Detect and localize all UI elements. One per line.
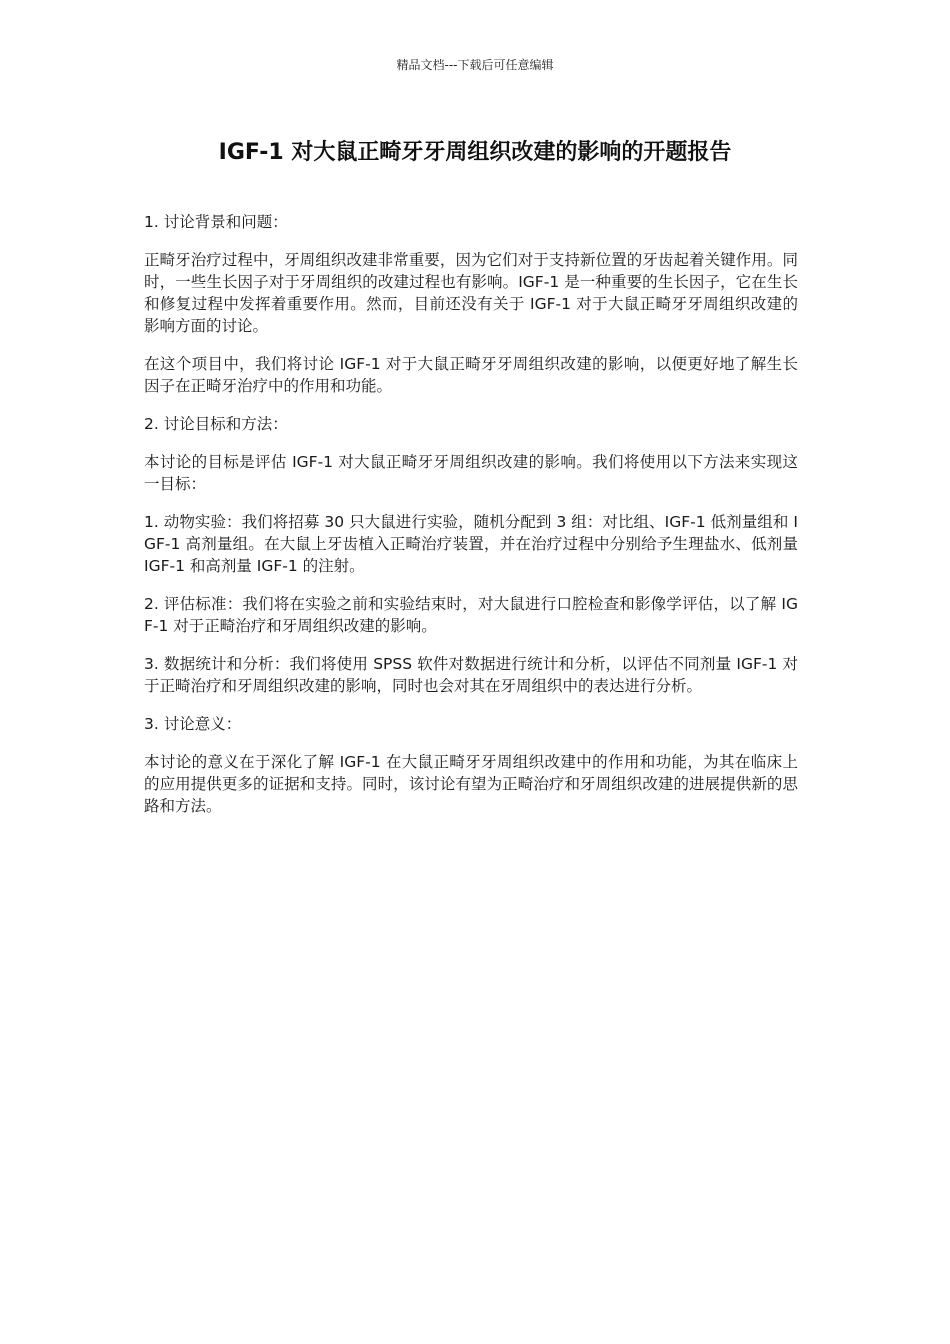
paragraph-goals: 本讨论的目标是评估 IGF-1 对大鼠正畸牙牙周组织改建的影响。我们将使用以下方法来实现这一目标： <box>144 453 798 493</box>
paragraph-method-animal: 1. 动物实验：我们将招募 30 只大鼠进行实验，随机分配到 3 组：对比组、IGF-1 低剂量组和 IGF-1 高剂量组。在大鼠上牙齿植入正畸治疗装置，并在治疗过程中分别给予生理盐水、低剂量 IGF-1 和高剂量 IGF-1 的注射。 <box>144 513 798 575</box>
header-note: 精品文档---下载后可任意编辑 <box>396 58 554 72</box>
paragraph-background: 正畸牙治疗过程中，牙周组织改建非常重要，因为它们对于支持新位置的牙齿起着关键作用。同时，一些生长因子对于牙周组织的改建过程也有影响。IGF-1 是一种重要的生长因子，它在生长和修复过程中发挥着重要作用。然而，目前还没有关于 IGF-1 对于大鼠正畸牙牙周组织改建的影响方面的讨论。 <box>144 251 798 335</box>
document-body <box>144 211 798 833</box>
section-heading-significance: 3. 讨论意义： <box>144 715 242 733</box>
paragraph-method-statistics: 3. 数据统计和分析：我们将使用 SPSS 软件对数据进行统计和分析，以评估不同剂量 IGF-1 对于正畸治疗和牙周组织改建的影响，同时也会对其在牙周组织中的表达进行分析。 <box>144 655 798 695</box>
section-heading-background: 1. 讨论背景和问题： <box>144 213 288 231</box>
paragraph-project: 在这个项目中，我们将讨论 IGF-1 对于大鼠正畸牙牙周组织改建的影响，以便更好地了解生长因子在正畸牙治疗中的作用和功能。 <box>144 355 798 395</box>
document-title: IGF-1 对大鼠正畸牙牙周组织改建的影响的开题报告 <box>218 140 732 165</box>
section-heading-goals: 2. 讨论目标和方法： <box>144 415 288 433</box>
paragraph-significance: 本讨论的意义在于深化了解 IGF-1 在大鼠正畸牙牙周组织改建中的作用和功能，为其在临床上的应用提供更多的证据和支持。同时，该讨论有望为正畸治疗和牙周组织改建的进展提供新的思路和方法。 <box>144 753 798 815</box>
paragraph-method-evaluation: 2. 评估标准：我们将在实验之前和实验结束时，对大鼠进行口腔检查和影像学评估，以了解 IGF-1 对于正畸治疗和牙周组织改建的影响。 <box>144 595 798 635</box>
